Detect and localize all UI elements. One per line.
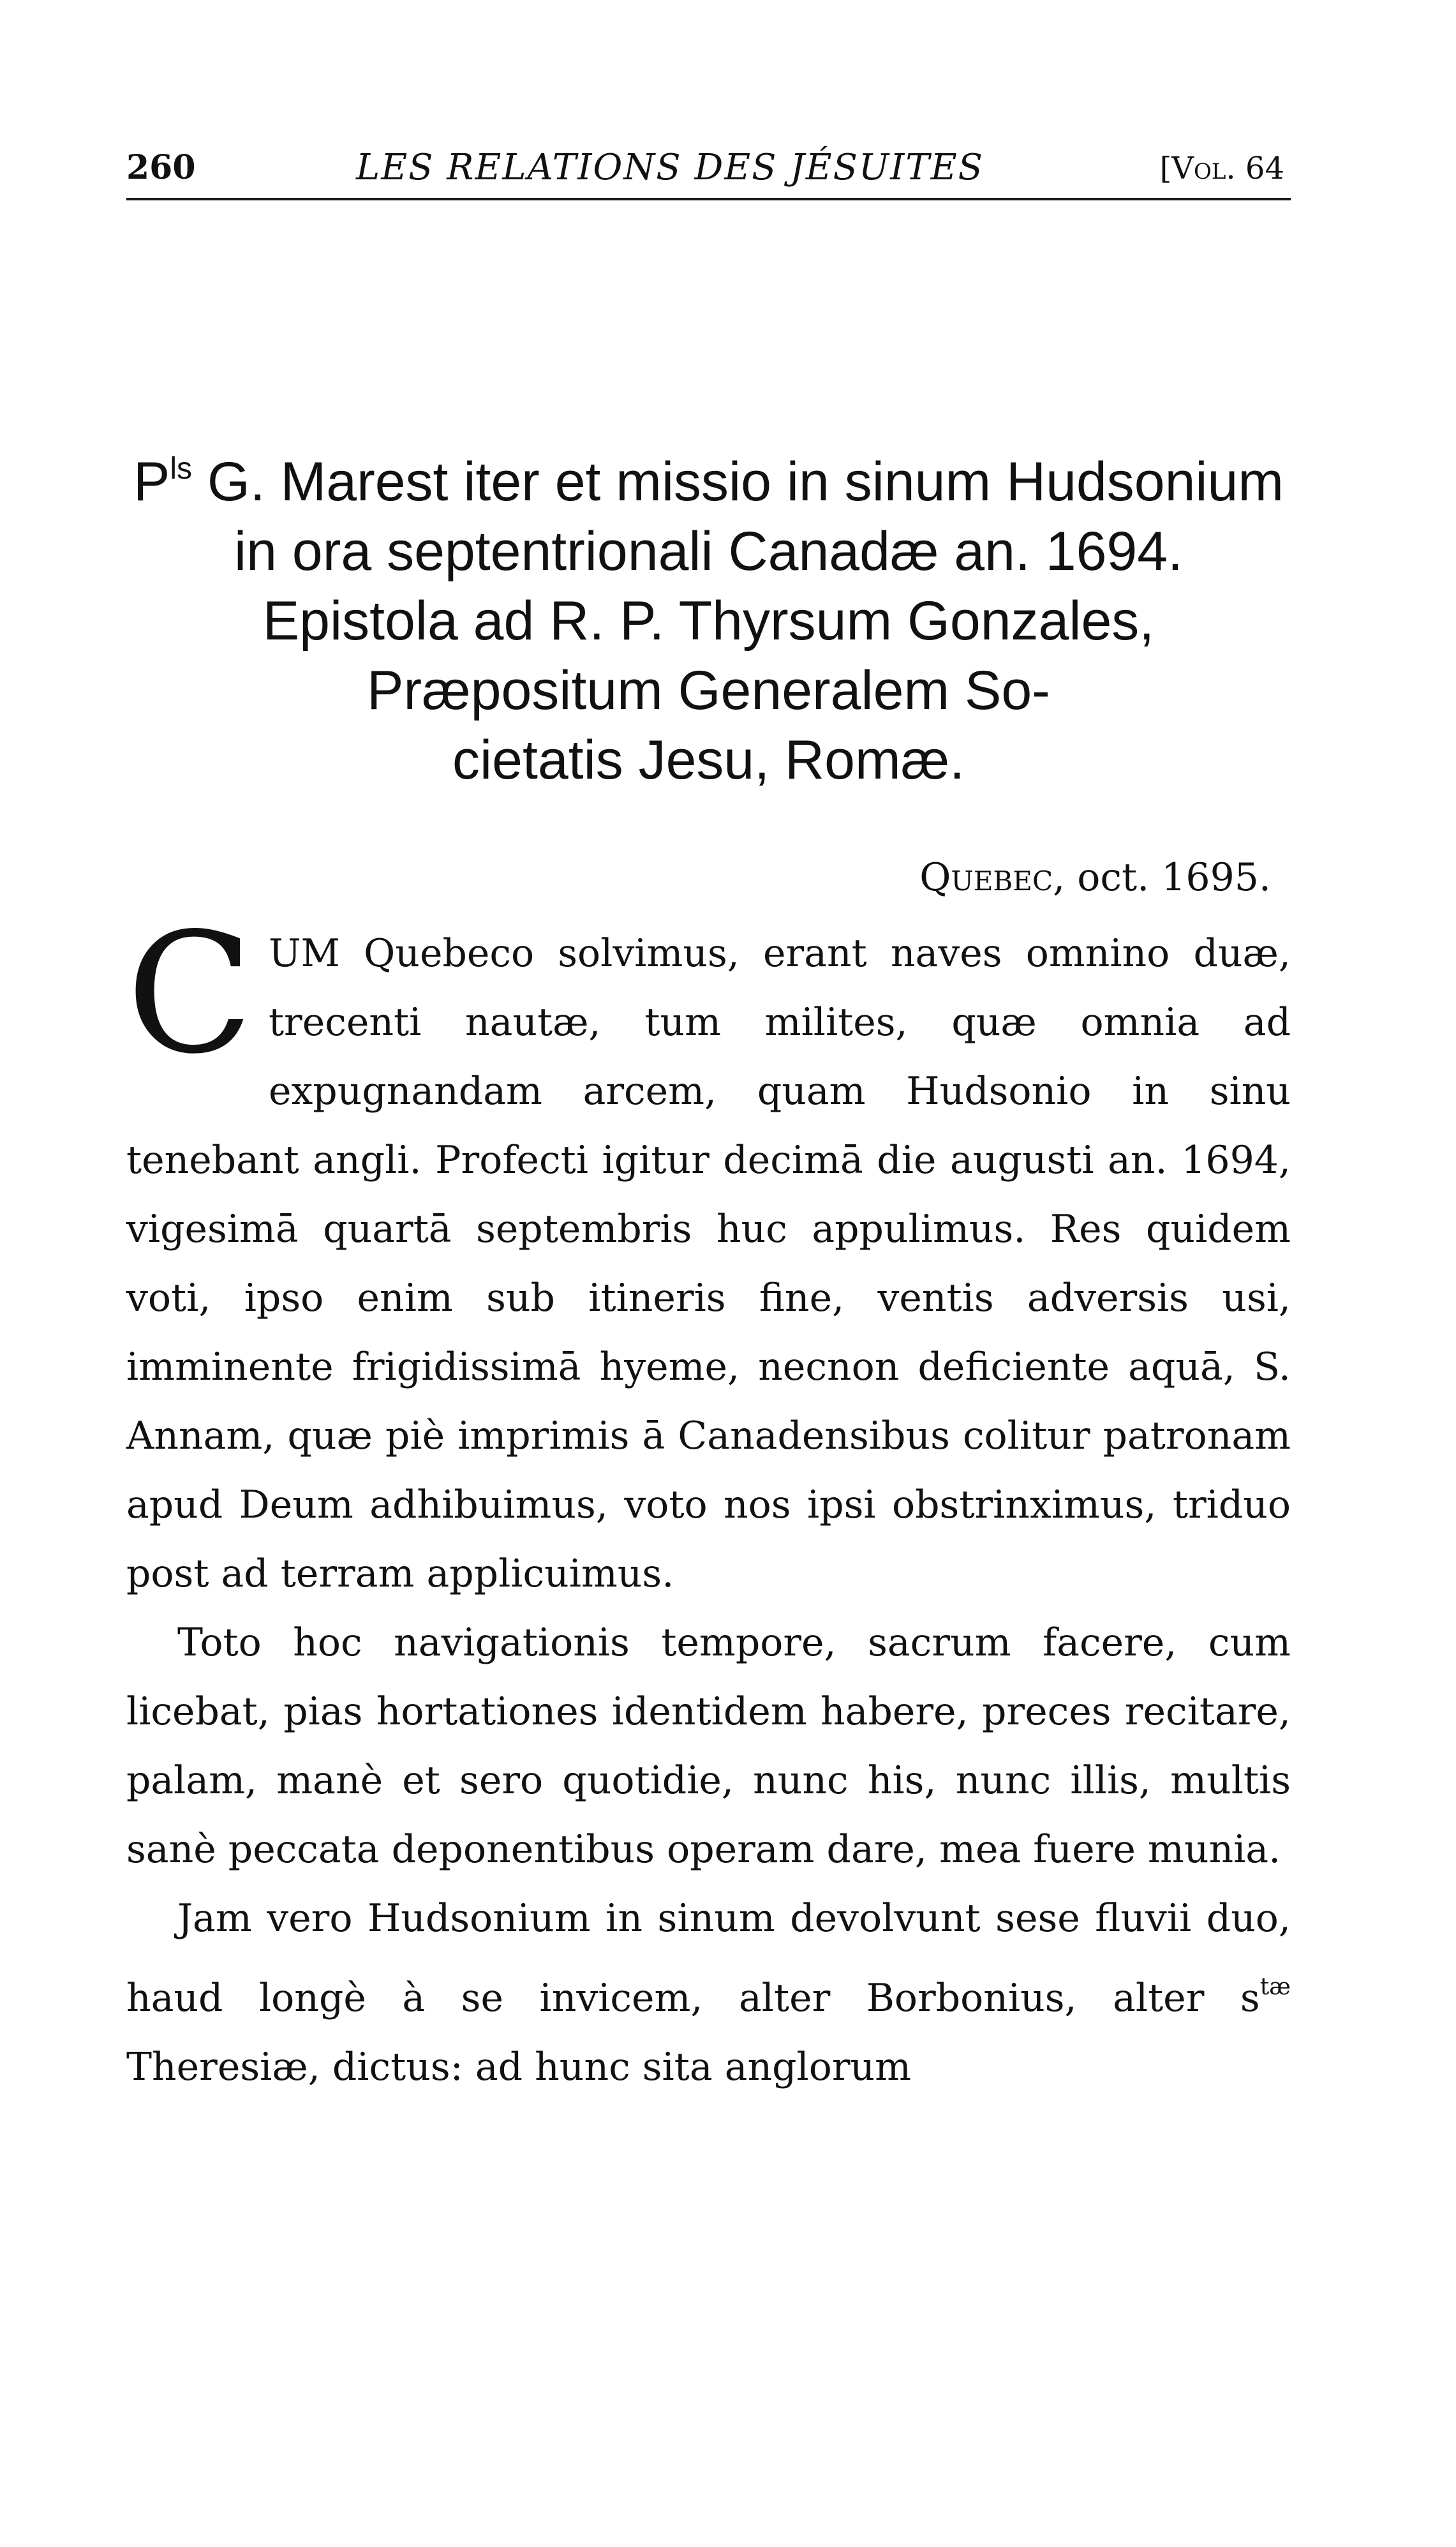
running-header bbox=[126, 147, 1291, 200]
paragraph-3-text-b: Theresiæ, dictus: ad hunc sita anglorum bbox=[126, 2045, 912, 2089]
chapter-title bbox=[126, 434, 1291, 795]
volume-label: [Vol. 64 bbox=[1159, 151, 1284, 186]
paragraph-3-superscript: tæ bbox=[1259, 1974, 1291, 2000]
paragraph-3-text-a: Jam vero Hudsonium in sinum devolvunt sese fluvii duo, haud longè à se invicem, alter Borbonius, alter s bbox=[126, 1896, 1291, 2020]
title-line-1-text: G. Marest iter et missio in sinum Hudsonium bbox=[192, 451, 1284, 512]
dateline-place: Quebec bbox=[919, 855, 1053, 900]
dateline bbox=[919, 855, 1271, 900]
page-number: 260 bbox=[126, 148, 196, 187]
dateline-date: , oct. 1695. bbox=[1053, 855, 1271, 900]
body-text bbox=[126, 898, 1291, 2102]
title-line-2: in ora septentrionali Canadæ an. 1694. bbox=[234, 521, 1183, 582]
title-line-5: cietatis Jesu, Romæ. bbox=[452, 729, 965, 791]
drop-cap: C bbox=[126, 898, 253, 1091]
paragraph-3 bbox=[126, 1884, 1291, 2102]
paragraph-2: Toto hoc navigationis tempore, sacrum facere, cum licebat, pias hortationes identidem habere, preces recitare, palam, manè et sero quotidie, nunc his, nunc illis, multis sanè peccata deponentibus operam dare, mea fuere munia. bbox=[126, 1620, 1291, 1872]
paragraph-1 bbox=[126, 898, 1291, 1608]
title-line-3: Epistola ad R. P. Thyrsum Gonzales, bbox=[262, 590, 1155, 652]
running-title: LES RELATIONS DES JÉSUITES bbox=[356, 147, 984, 188]
title-line-1 bbox=[126, 434, 1291, 517]
title-line-4: Præpositum Generalem So- bbox=[367, 660, 1050, 721]
title-line-1-superscript: ls bbox=[170, 452, 193, 486]
paragraph-1-text: UM Quebeco solvimus, erant naves omnino duæ, trecenti nautæ, tum milites, quæ omnia ad expugnandam arcem, quam Hudsonio in sinu tenebant angli. Profecti igitur decimā die augusti an. 1694, vigesimā quartā septembris huc appulimus. Res quidem voti, ipso enim sub itineris fine, ventis adversis usi, imminente frigidissimā hyeme, necnon deficiente aquā, S. Annam, quæ piè imprimis ā Canadensibus colitur patronam apud Deum adhibuimus, voto nos ipsi obstrinximus, triduo post ad terram applicuimus. bbox=[126, 931, 1291, 1596]
title-line-1-prefix: P bbox=[133, 451, 170, 512]
